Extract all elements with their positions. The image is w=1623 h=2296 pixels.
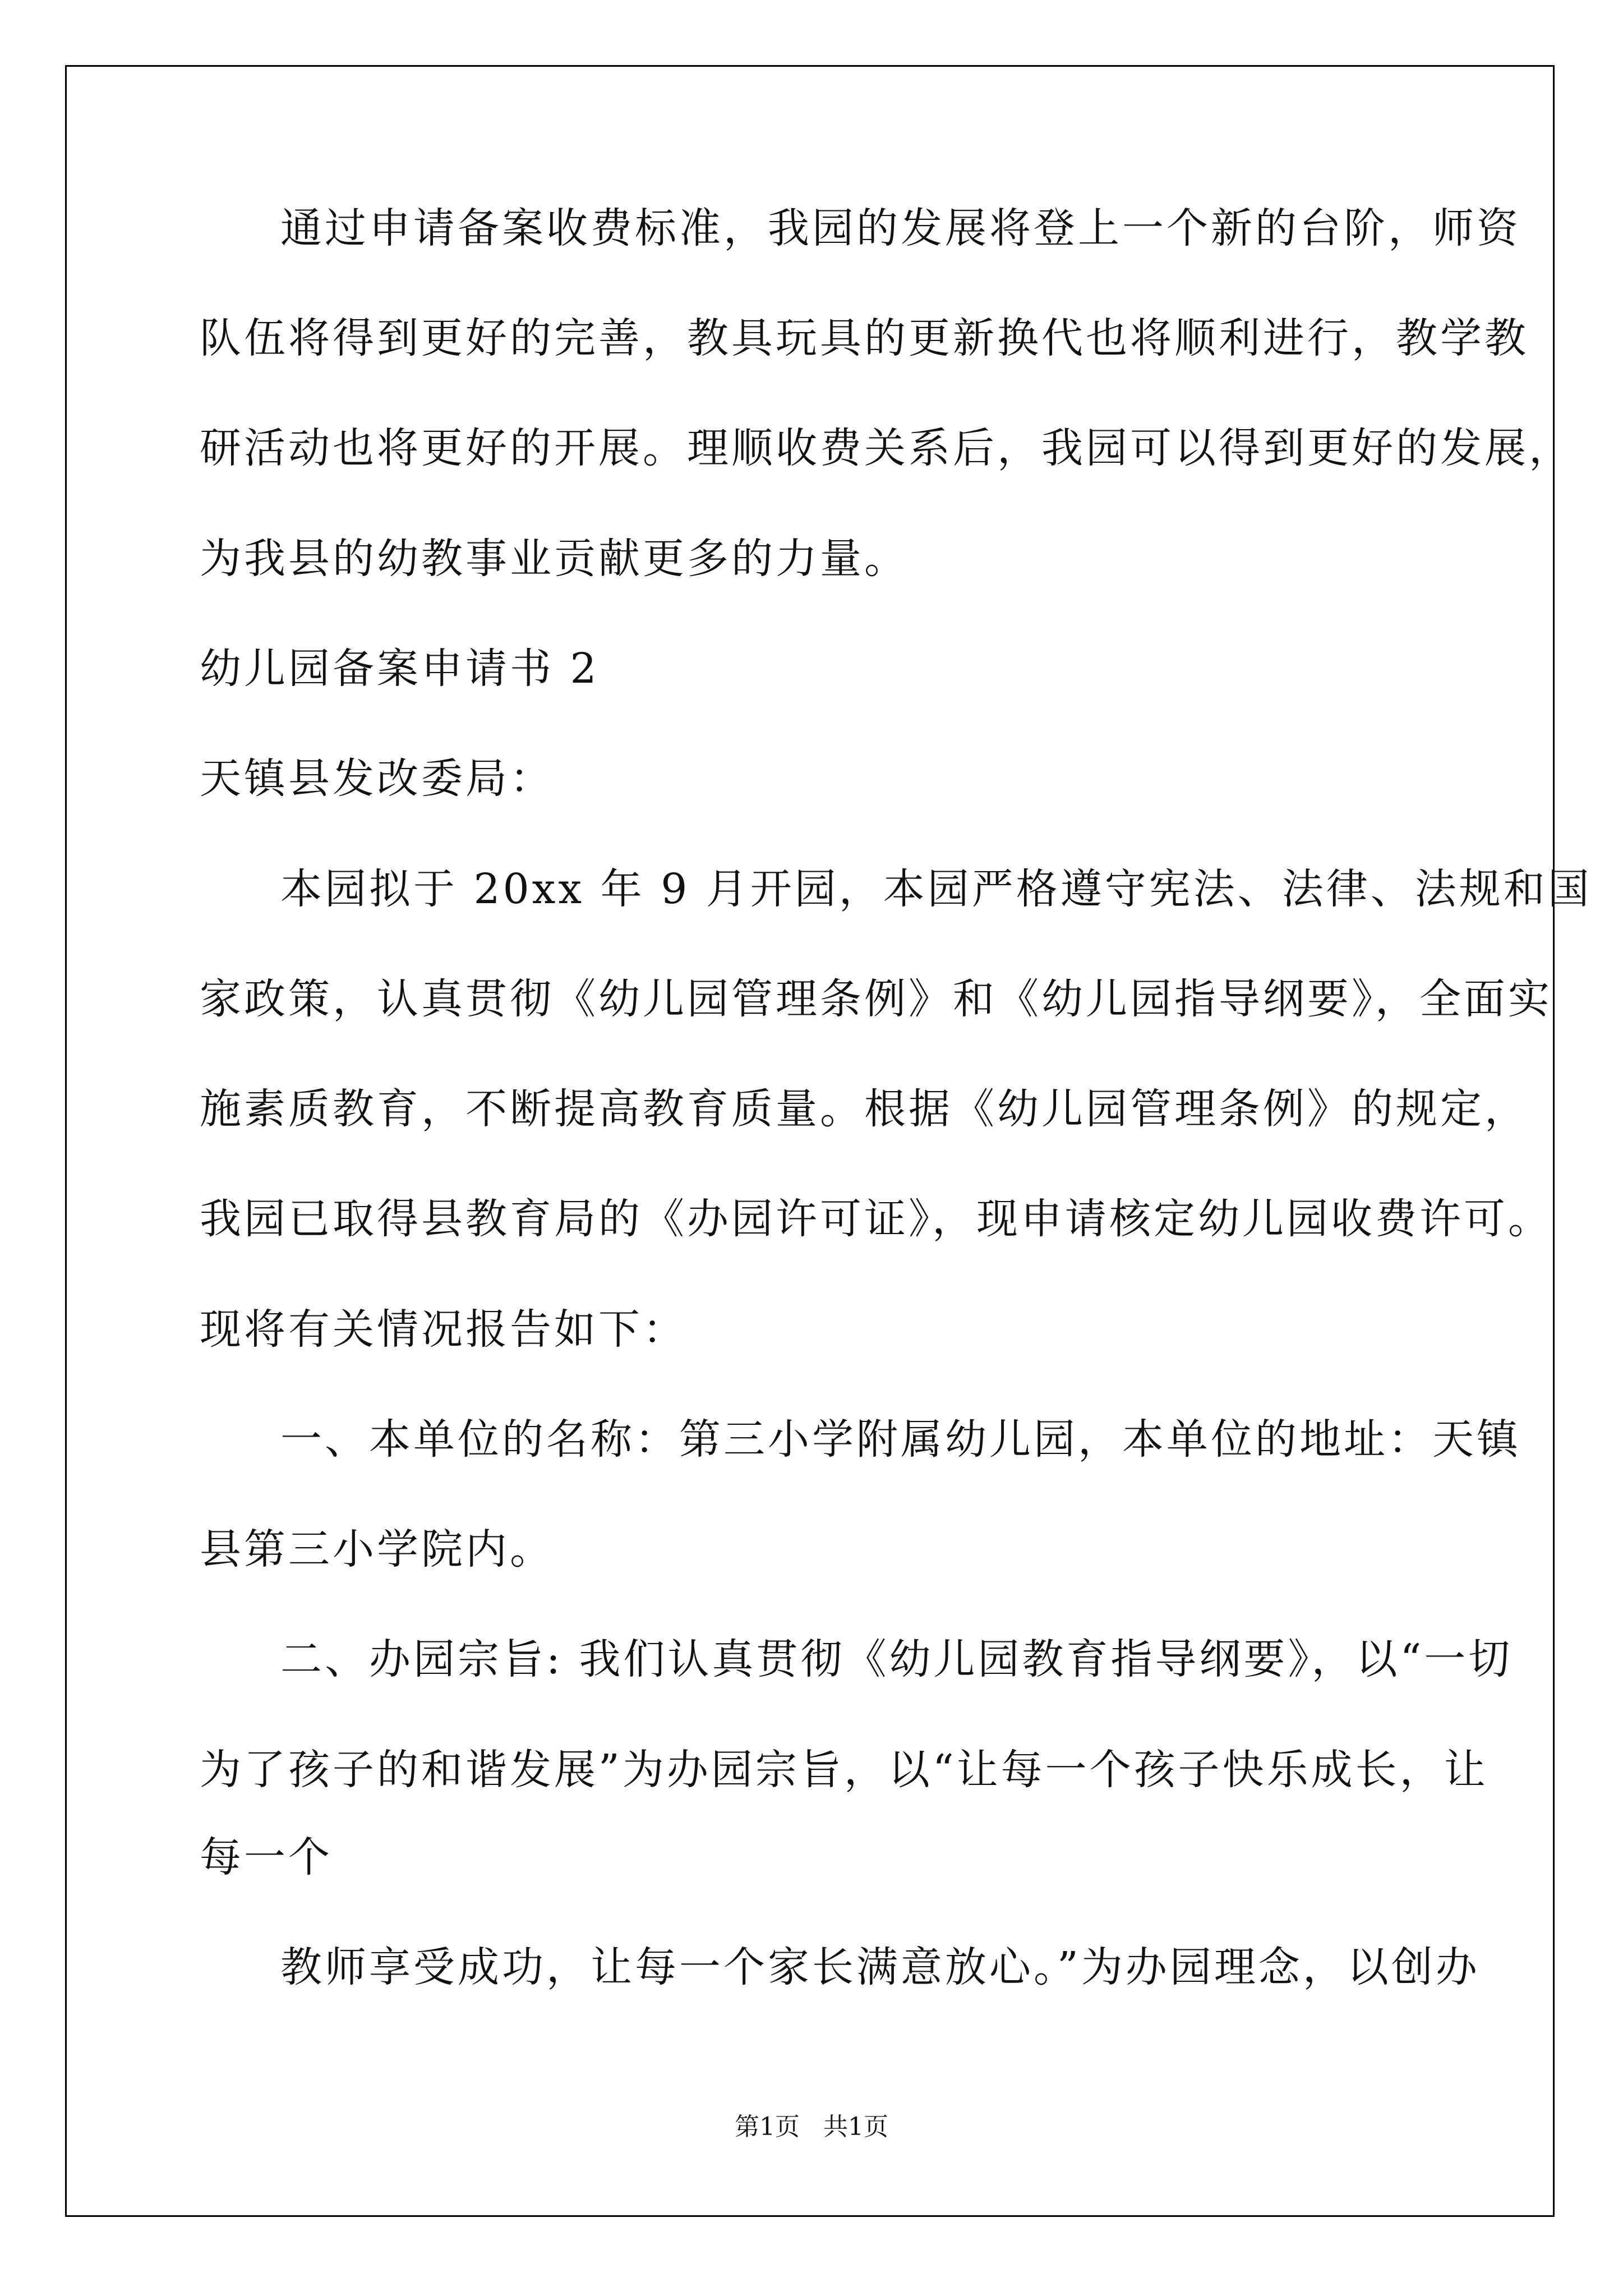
- page-total: 共1页: [823, 2113, 888, 2141]
- page-number: 第1页: [735, 2113, 800, 2141]
- paragraph-line: 一、本单位的名称：第三小学附属幼儿园，本单位的地址：天镇: [280, 1415, 1521, 1464]
- paragraph-line: 本园拟于 20xx 年 9 月开园，本园严格遵守宪法、法律、法规和国: [280, 865, 1592, 913]
- paragraph-line: 为我县的幼教事业贡献更多的力量。: [200, 535, 909, 583]
- paragraph-line: 队伍将得到更好的完善，教具玩具的更新换代也将顺利进行，教学教: [200, 314, 1529, 362]
- footer-spacer: [800, 2113, 823, 2141]
- paragraph-line: 通过申请备案收费标准，我园的发展将登上一个新的台阶，师资: [280, 204, 1521, 252]
- paragraph-line: 为了孩子的和谐发展”为办园宗旨，以“让每一个孩子快乐成长，让: [200, 1746, 1488, 1794]
- paragraph-line: 研活动也将更好的开展。理顺收费关系后，我园可以得到更好的发展，: [200, 424, 1573, 472]
- paragraph-line: 施素质教育，不断提高教育质量。根据《幼儿园管理条例》的规定，: [200, 1085, 1529, 1133]
- paragraph-line: 每一个: [200, 1833, 333, 1881]
- paragraph-line: 现将有关情况报告如下：: [200, 1305, 687, 1354]
- paragraph-line: 我园已取得县教育局的《办园许可证》，现申请核定幼儿园收费许可。: [200, 1195, 1552, 1243]
- page-border: [65, 65, 1555, 2217]
- page-footer: [0, 2110, 1623, 2144]
- paragraph-line: 二、办园宗旨: 我们认真贯彻《幼儿园教育指导纲要》，以“一切: [280, 1635, 1513, 1683]
- section-heading: 幼儿园备案申请书 2: [200, 645, 600, 693]
- paragraph-line: 县第三小学院内。: [200, 1525, 554, 1573]
- paragraph-line: 教师享受成功，让每一个家长满意放心。”为办园理念，以创办: [280, 1943, 1480, 1991]
- salutation: 天镇县发改委局：: [200, 754, 554, 803]
- paragraph-line: 家政策，认真贯彻《幼儿园管理条例》和《幼儿园指导纲要》，全面实: [200, 975, 1552, 1023]
